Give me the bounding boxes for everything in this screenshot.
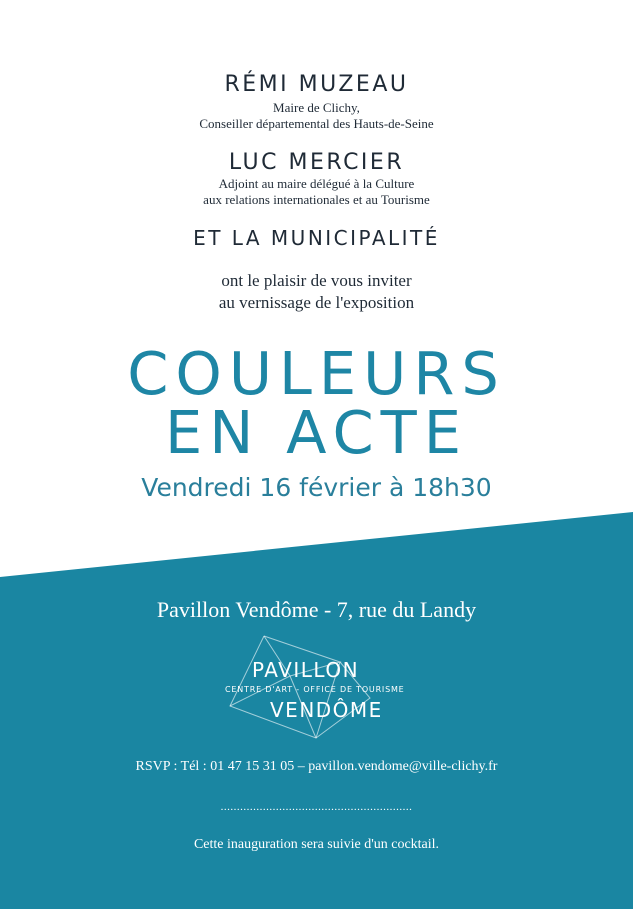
cocktail-note: Cette inauguration sera suivie d'un cocktail. [193, 837, 440, 852]
logo-word-vendome: VENDÔME [270, 698, 383, 722]
pavillon-vendome-logo [220, 632, 420, 742]
host-role-line: aux relations internationales et au Tourisme [203, 192, 430, 207]
host-name-luc-mercier: LUC MERCIER [228, 150, 405, 175]
host-role-line: Maire de Clichy, [273, 100, 360, 115]
invitation-line: au vernissage de l'exposition [218, 293, 415, 312]
host-municipality: ET LA MUNICIPALITÉ [193, 226, 440, 250]
dotted-separator: ........................................................... [220, 801, 413, 813]
exhibition-title-line1: COULEURS [127, 339, 506, 408]
rsvp-contact: RSVP : Tél : 01 47 15 31 05 – pavillon.vendome@ville-clichy.fr [135, 759, 498, 774]
venue-address: Pavillon Vendôme - 7, rue du Landy [156, 597, 477, 622]
host-name-remi-muzeau: RÉMI MUZEAU [224, 72, 409, 97]
exhibition-date: Vendredi 16 février à 18h30 [141, 473, 492, 502]
host-role-line: Conseiller départemental des Hauts-de-Seine [199, 116, 434, 131]
logo-subtitle: CENTRE D'ART - OFFICE DE TOURISME [225, 685, 405, 694]
exhibition-title-line2: EN ACTE [164, 398, 468, 467]
host-role-line: Adjoint au maire délégué à la Culture [218, 176, 415, 191]
invitation-line: ont le plaisir de vous inviter [221, 271, 412, 290]
logo-word-pavillon: PAVILLON [252, 658, 360, 682]
